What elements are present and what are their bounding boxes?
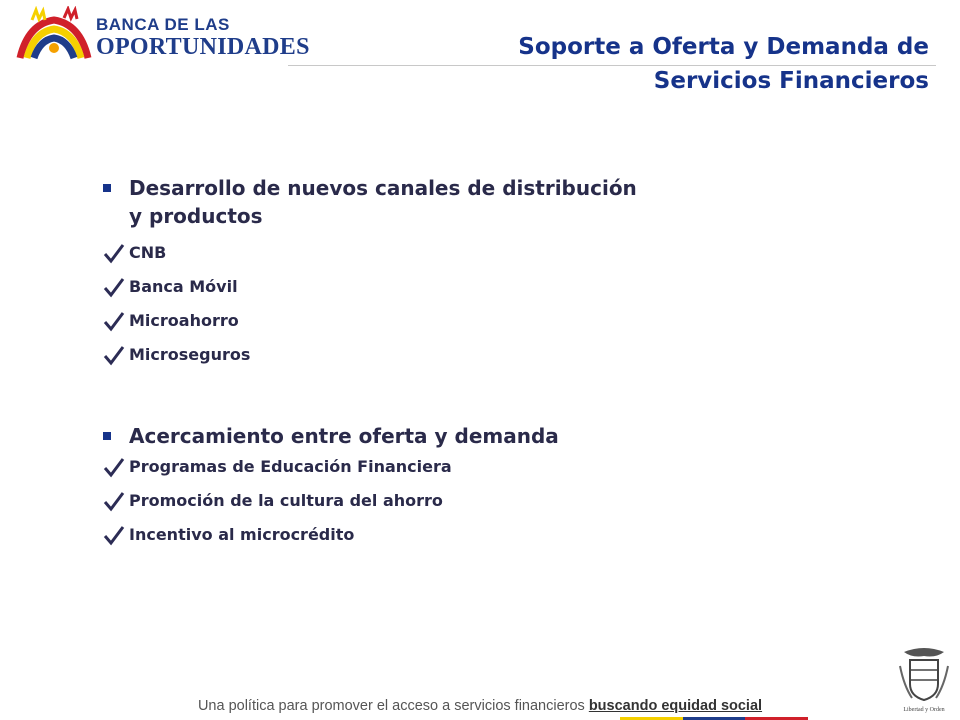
checkmark-icon xyxy=(103,456,125,478)
section-heading: Desarrollo de nuevos canales de distribución y productos xyxy=(103,174,637,230)
square-bullet-icon xyxy=(103,184,111,192)
checkmark-icon xyxy=(103,344,125,366)
section-supply-demand xyxy=(103,422,559,554)
checkmark-icon xyxy=(103,524,125,546)
square-bullet-icon xyxy=(103,432,111,440)
logo-line-1: BANCA DE LAS xyxy=(96,15,230,34)
list-item: Microahorro xyxy=(103,306,637,340)
footer-emphasis: buscando equidad social xyxy=(588,698,763,714)
checkmark-icon xyxy=(103,242,125,264)
footer-tagline xyxy=(0,698,960,714)
list-item: Microseguros xyxy=(103,340,637,374)
slide-title-line-1: Soporte a Oferta y Demanda de xyxy=(518,34,929,60)
logo-line-2: OPORTUNIDADES xyxy=(96,34,310,60)
list-item: Promoción de la cultura del ahorro xyxy=(103,486,559,520)
list-item: CNB xyxy=(103,238,637,272)
list-item: Programas de Educación Financiera xyxy=(103,452,559,486)
list-item: Incentivo al microcrédito xyxy=(103,520,559,554)
list-item: Banca Móvil xyxy=(103,272,637,306)
checkmark-icon xyxy=(103,310,125,332)
section-heading: Acercamiento entre oferta y demanda xyxy=(103,422,559,450)
crest-caption: Libertad y Orden xyxy=(903,707,945,713)
footer-text: Una política para promover el acceso a servicios financieros xyxy=(197,698,589,714)
section-distribution-channels xyxy=(103,174,637,374)
checkmark-icon xyxy=(103,490,125,512)
slide-title-line-2: Servicios Financieros xyxy=(653,68,929,94)
colombia-coat-of-arms-icon xyxy=(896,646,952,714)
checkmark-icon xyxy=(103,276,125,298)
